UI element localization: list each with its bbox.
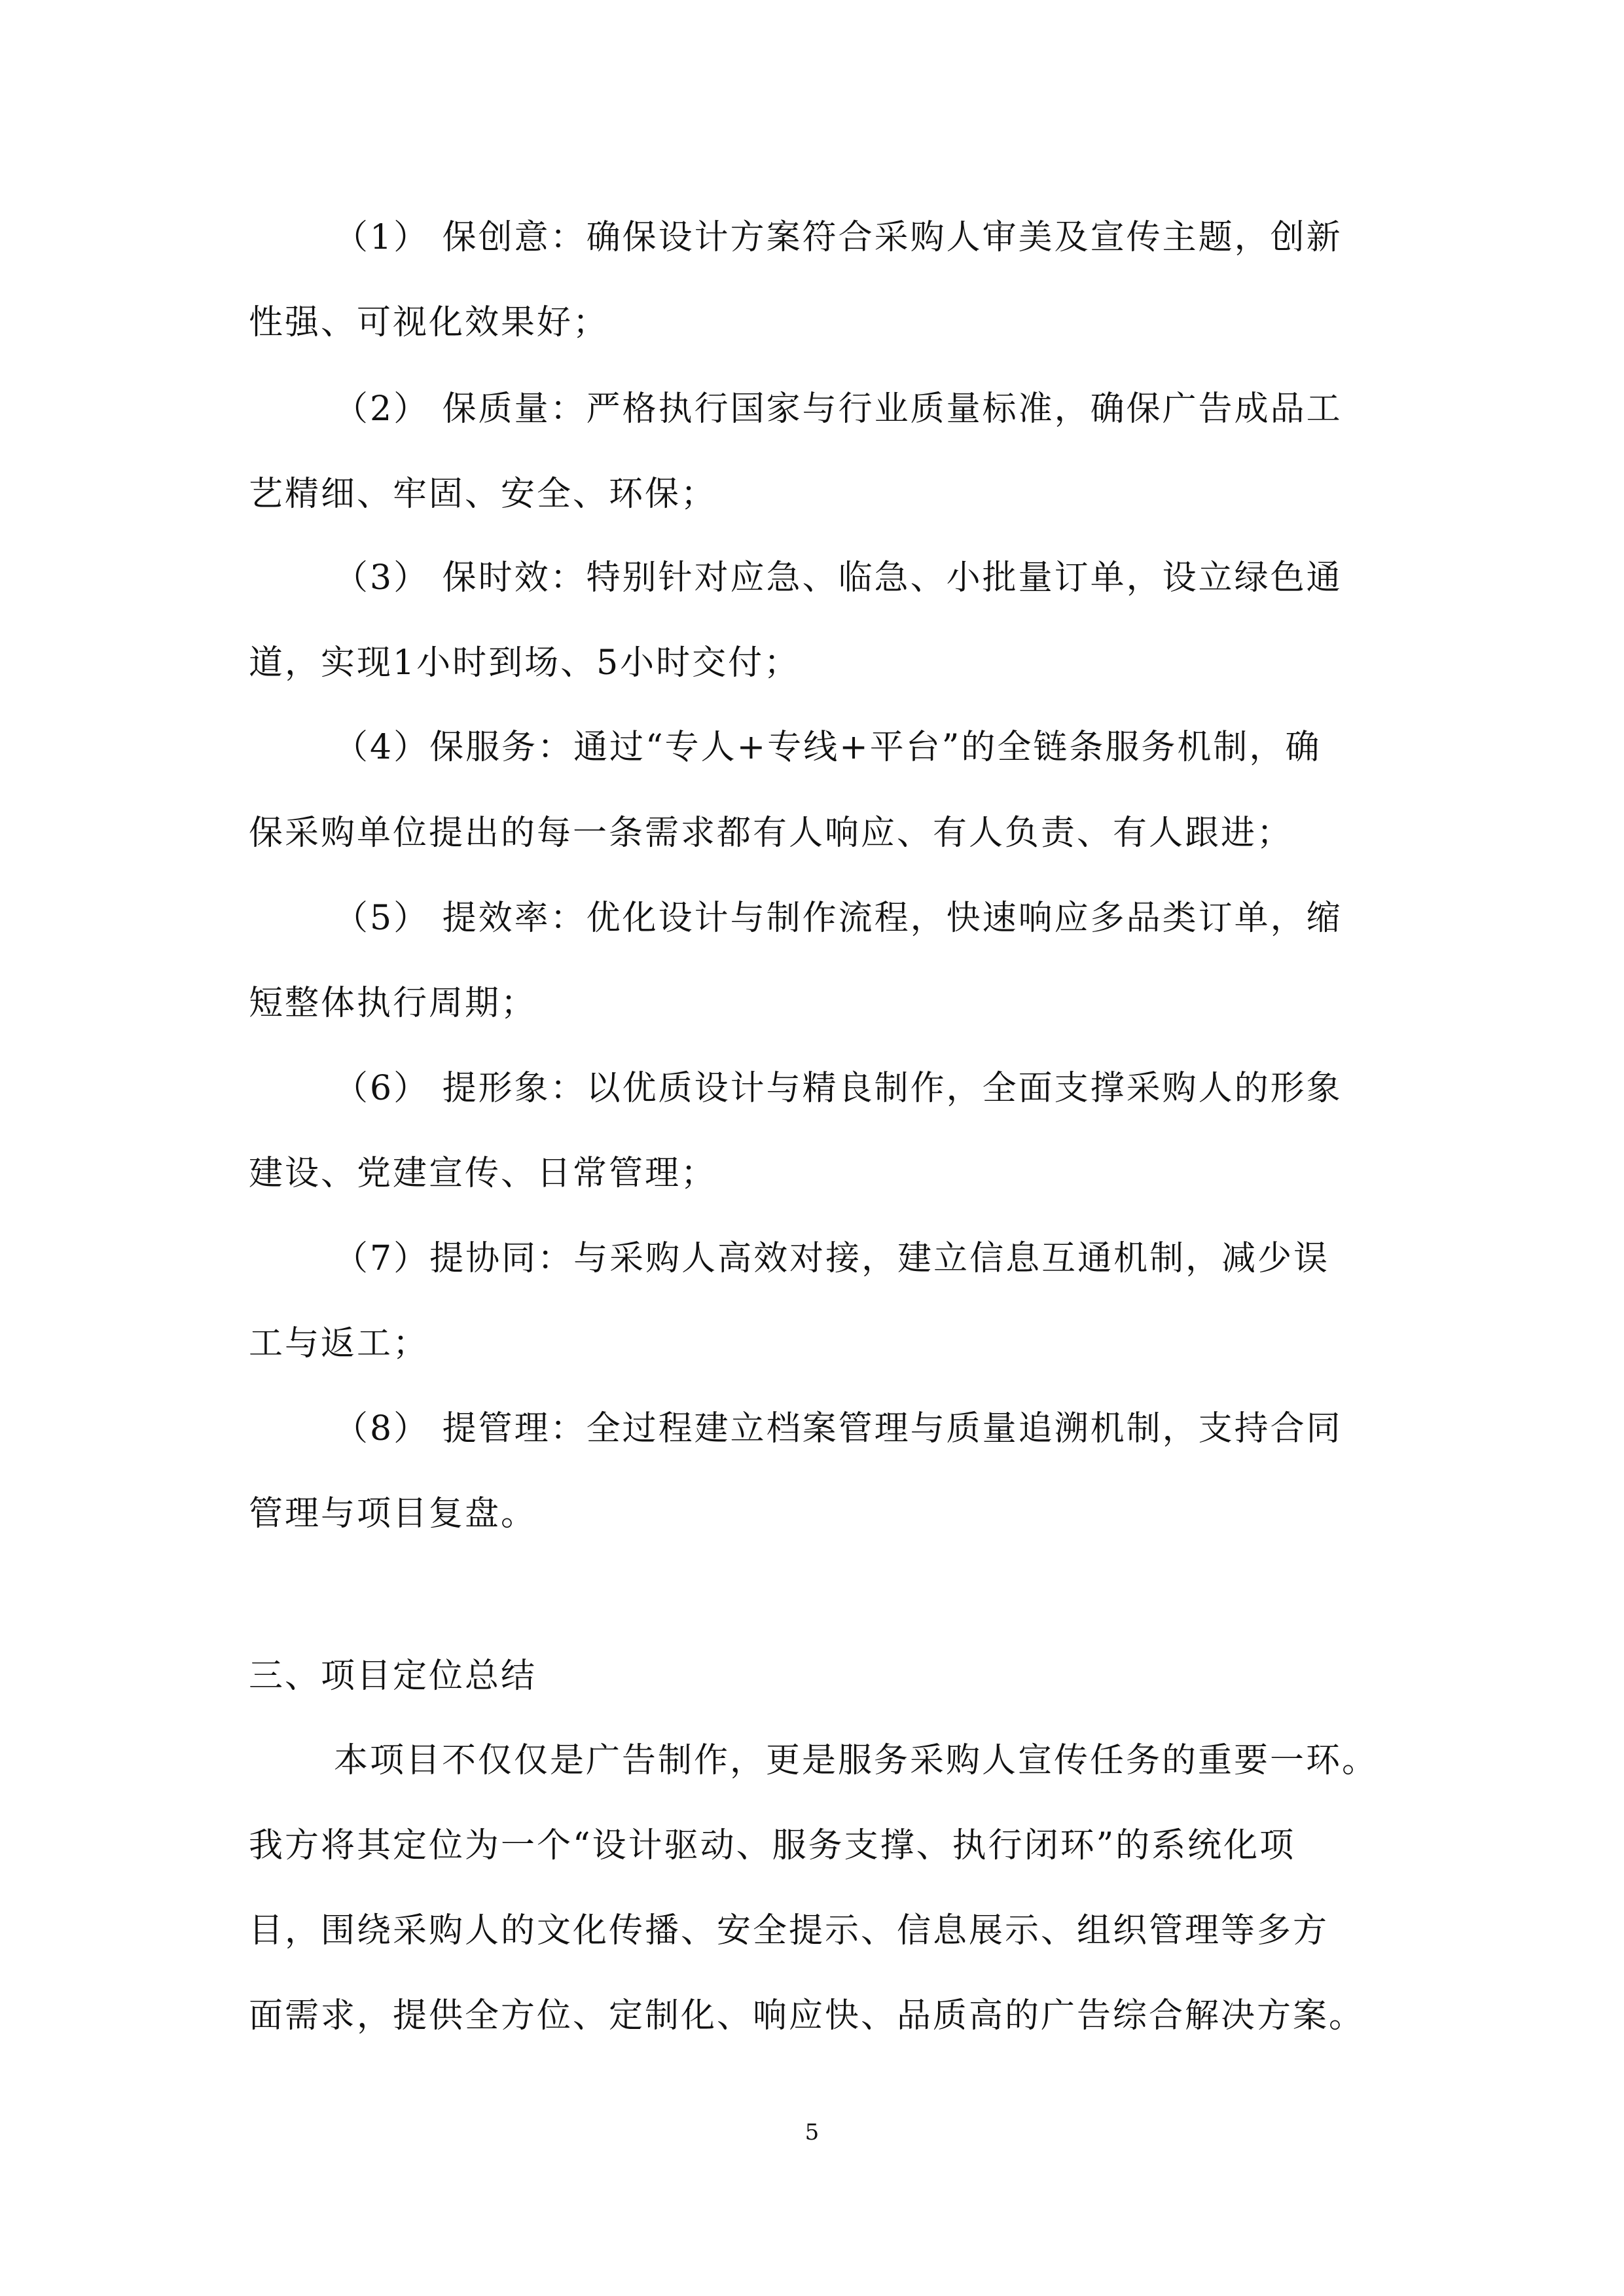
- section-heading: 三、项目定位总结: [249, 1657, 537, 1696]
- item-8-line-2: 管理与项目复盘。: [249, 1494, 537, 1534]
- item-7-line-1: （7）提协同：与采购人高效对接，建立信息互通机制，减少误: [334, 1239, 1330, 1278]
- item-3-line-1: （3） 保时效：特别针对应急、临急、小批量订单，设立绿色通: [334, 558, 1343, 598]
- item-6-line-1: （6） 提形象：以优质设计与精良制作，全面支撑采购人的形象: [334, 1069, 1343, 1108]
- item-3-line-2: 道，实现1小时到场、5小时交付；: [249, 643, 801, 683]
- page-number: 5: [804, 2119, 820, 2145]
- item-1-line-1: （1） 保创意：确保设计方案符合采购人审美及宣传主题，创新: [334, 218, 1343, 257]
- item-6-line-2: 建设、党建宣传、日常管理；: [249, 1154, 717, 1193]
- item-5-line-2: 短整体执行周期；: [249, 984, 537, 1023]
- item-4-line-1: （4）保服务：通过“专人+专线+平台”的全链条服务机制，确: [334, 728, 1322, 767]
- item-5-line-1: （5） 提效率：优化设计与制作流程，快速响应多品类订单，缩: [334, 899, 1343, 938]
- paragraph-line-2: 我方将其定位为一个“设计驱动、服务支撑、执行闭环”的系统化项: [249, 1826, 1296, 1865]
- paragraph-line-4: 面需求，提供全方位、定制化、响应快、品质高的广告综合解决方案。: [249, 1996, 1365, 2036]
- item-2-line-1: （2） 保质量：严格执行国家与行业质量标准，确保广告成品工: [334, 389, 1343, 429]
- item-2-line-2: 艺精细、牢固、安全、环保；: [249, 475, 717, 514]
- paragraph-line-1: 本项目不仅仅是广告制作，更是服务采购人宣传任务的重要一环。: [334, 1741, 1379, 1780]
- item-7-line-2: 工与返工；: [249, 1324, 429, 1363]
- item-8-line-1: （8） 提管理：全过程建立档案管理与质量追溯机制，支持合同: [334, 1409, 1343, 1448]
- item-4-line-2: 保采购单位提出的每一条需求都有人响应、有人负责、有人跟进；: [249, 814, 1293, 853]
- paragraph-line-3: 目，围绕采购人的文化传播、安全提示、信息展示、组织管理等多方: [249, 1911, 1329, 1950]
- item-1-line-2: 性强、可视化效果好；: [249, 303, 609, 342]
